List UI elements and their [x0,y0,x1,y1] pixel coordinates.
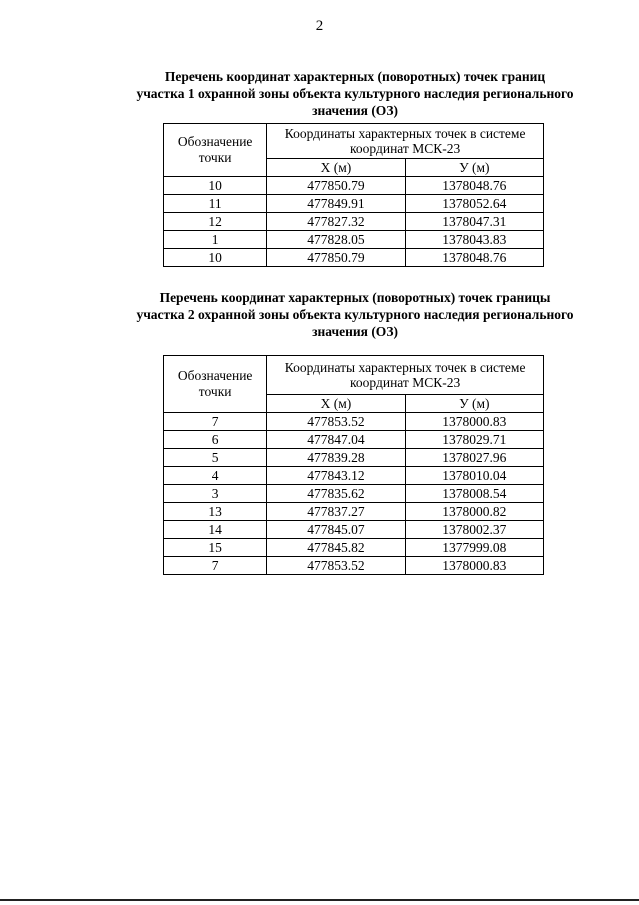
x-coordinate-cell: 477845.82 [267,539,405,557]
point-cell: 12 [164,213,267,231]
x-coordinate-cell: 477837.27 [267,503,405,521]
y-coordinate-cell: 1378010.04 [405,467,543,485]
section-1-title-line: значения (ОЗ) [312,103,398,118]
x-header: X (м) [267,159,405,177]
coord-system-header: Координаты характерных точек в системе координат МСК-23 [267,356,544,395]
y-coordinate-cell: 1378008.54 [405,485,543,503]
table-row [164,485,544,503]
section-1-title-line: Перечень координат характерных (поворотных) точек границ [164,69,546,84]
y-coordinate-cell: 1378043.83 [405,231,543,249]
y-coordinate-cell: 1378047.31 [405,213,543,231]
y-coordinate-cell: 1378000.83 [405,557,543,575]
x-coordinate-cell: 477843.12 [267,467,405,485]
x-coordinate-cell: 477835.62 [267,485,405,503]
y-coordinate-cell: 1378002.37 [405,521,543,539]
x-coordinate-cell: 477853.52 [267,413,405,431]
table-row [164,413,544,431]
table-row [164,249,544,267]
point-cell: 10 [164,177,267,195]
x-coordinate-cell: 477850.79 [267,249,405,267]
y-coordinate-cell: 1378048.76 [405,249,543,267]
point-header: Обозначение точки [164,356,267,413]
x-coordinate-cell: 477845.07 [267,521,405,539]
y-header: У (м) [405,395,543,413]
table-row [164,231,544,249]
point-cell: 13 [164,503,267,521]
x-coordinate-cell: 477853.52 [267,557,405,575]
section-1-title [100,68,610,119]
y-coordinate-cell: 1378027.96 [405,449,543,467]
table-row [164,431,544,449]
page-number: 2 [315,18,324,34]
y-coordinate-cell: 1378000.83 [405,413,543,431]
point-cell: 11 [164,195,267,213]
table-row [164,503,544,521]
section-2-title-line: участка 2 охранной зоны объекта культурного наследия регионального [136,307,574,322]
x-coordinate-cell: 477827.32 [267,213,405,231]
coord-system-header: Координаты характерных точек в системе координат МСК-23 [267,124,544,159]
point-cell: 6 [164,431,267,449]
table-row [164,521,544,539]
coordinates-table-2-body [164,413,544,575]
y-coordinate-cell: 1377999.08 [405,539,543,557]
coordinates-table-1 [163,123,544,267]
point-header: Обозначение точки [164,124,267,177]
table-row [164,449,544,467]
point-cell: 7 [164,557,267,575]
x-coordinate-cell: 477828.05 [267,231,405,249]
y-coordinate-cell: 1378052.64 [405,195,543,213]
section-2-title-line: значения (ОЗ) [312,324,398,339]
table-row [164,195,544,213]
page-bottom-rule [0,899,639,901]
table-row [164,467,544,485]
coordinates-table-1-body [164,177,544,267]
point-cell: 14 [164,521,267,539]
point-cell: 7 [164,413,267,431]
point-cell: 4 [164,467,267,485]
section-1-title-line: участка 1 охранной зоны объекта культурного наследия регионального [136,86,574,101]
x-coordinate-cell: 477850.79 [267,177,405,195]
x-header: X (м) [267,395,405,413]
y-header: У (м) [405,159,543,177]
point-cell: 1 [164,231,267,249]
x-coordinate-cell: 477849.91 [267,195,405,213]
table-row [164,557,544,575]
table-row [164,539,544,557]
x-coordinate-cell: 477839.28 [267,449,405,467]
section-2-title [100,289,610,340]
x-coordinate-cell: 477847.04 [267,431,405,449]
table-row [164,213,544,231]
y-coordinate-cell: 1378029.71 [405,431,543,449]
point-cell: 15 [164,539,267,557]
point-cell: 5 [164,449,267,467]
section-2-title-line: Перечень координат характерных (поворотных) точек границы [159,290,551,305]
y-coordinate-cell: 1378000.82 [405,503,543,521]
coordinates-table-2 [163,355,544,575]
point-cell: 10 [164,249,267,267]
point-cell: 3 [164,485,267,503]
table-row [164,177,544,195]
y-coordinate-cell: 1378048.76 [405,177,543,195]
